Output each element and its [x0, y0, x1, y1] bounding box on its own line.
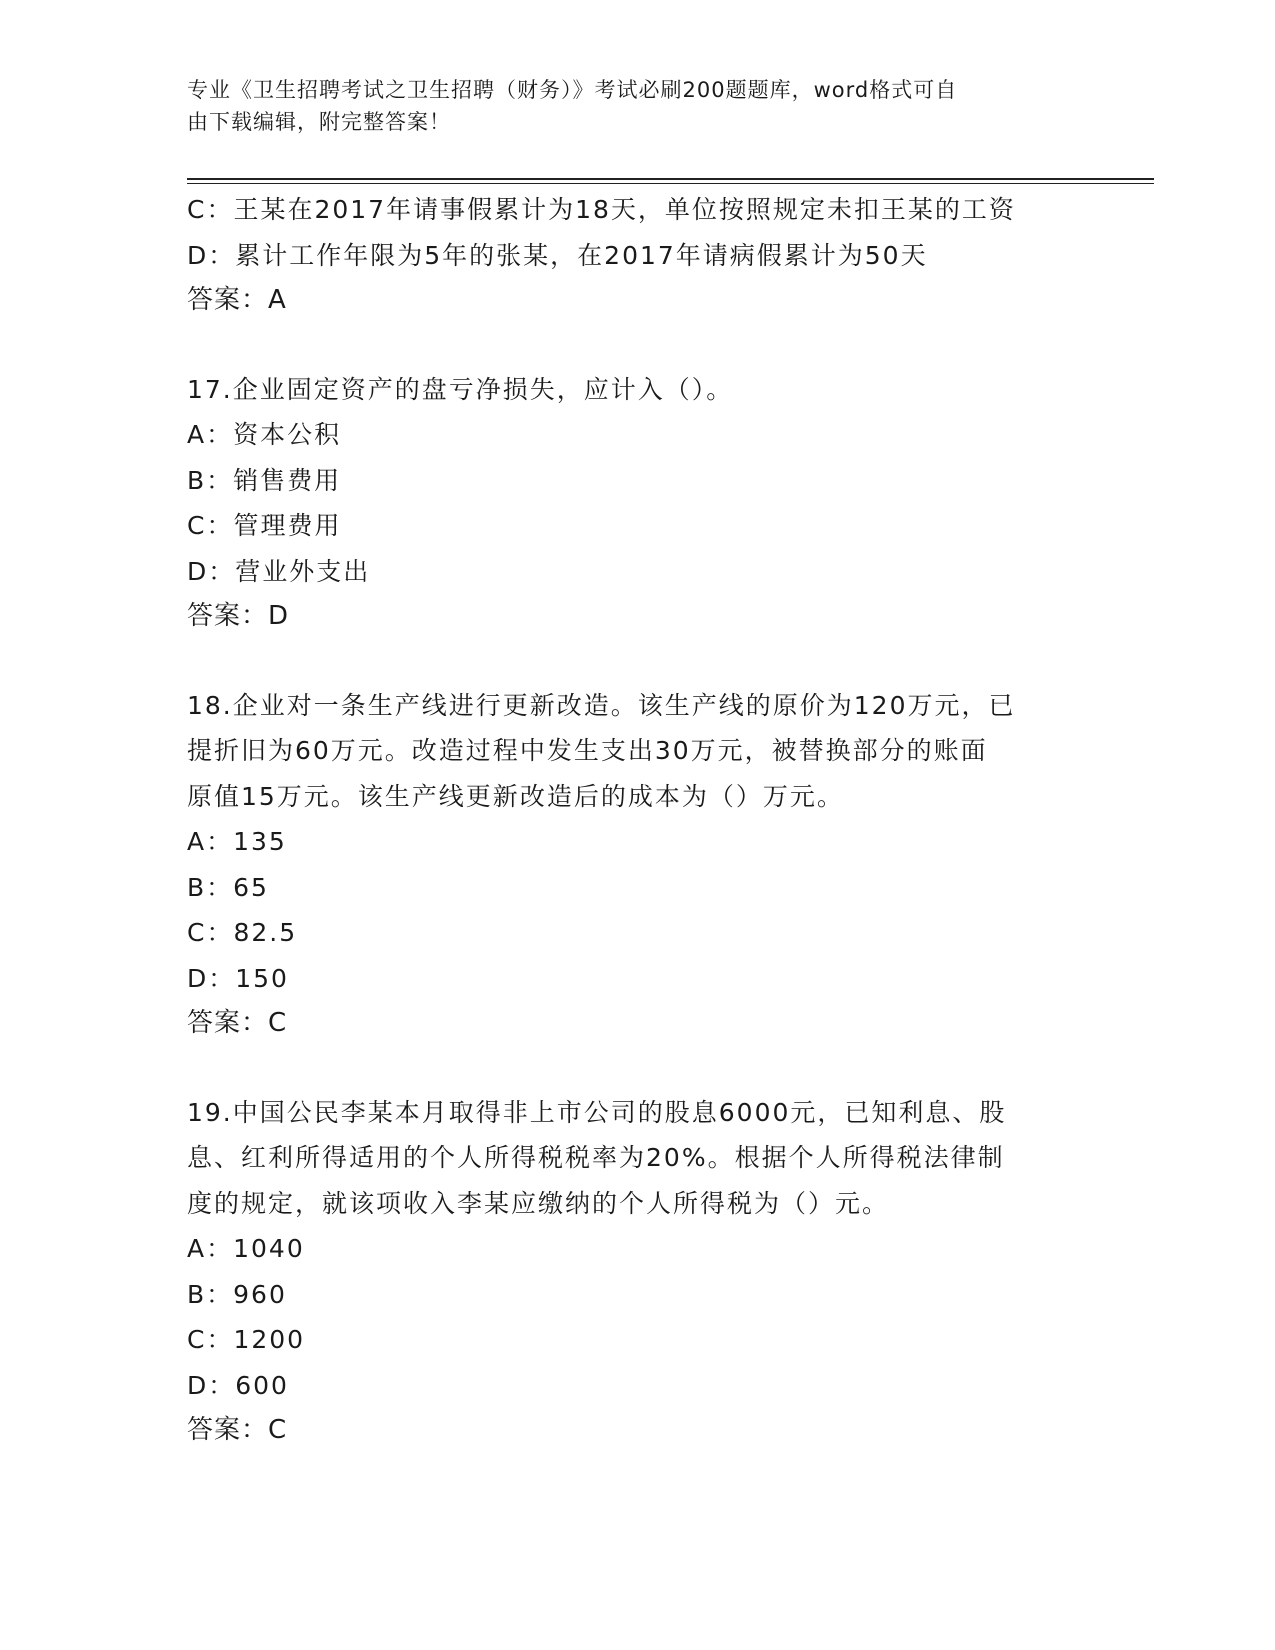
option-d: D：营业外支出: [187, 556, 371, 586]
question-stem-line-1: 19.中国公民李某本月取得非上市公司的股息6000元，已知利息、股: [187, 1097, 1007, 1127]
option-d: D：累计工作年限为5年的张某，在2017年请病假累计为50天: [187, 240, 928, 270]
option-b: B：销售费用: [187, 465, 342, 495]
option-d: D：150: [187, 963, 289, 993]
option-b: B：65: [187, 872, 269, 902]
header-title-line-2: 由下载编辑，附完整答案！: [187, 110, 451, 134]
option-a: A：1040: [187, 1234, 305, 1263]
question-19: [187, 1090, 1087, 1454]
question-16-continued: [187, 187, 1087, 324]
answer-line: 答案：A: [187, 285, 287, 315]
option-c: C：管理费用: [187, 511, 342, 540]
answer-line: 答案：C: [187, 1415, 288, 1445]
question-stem-line-1: 18.企业对一条生产线进行更新改造。该生产线的原价为120万元，已: [187, 690, 1016, 720]
option-c: C：王某在2017年请事假累计为18天，单位按照规定未扣王某的工资: [187, 195, 1016, 224]
question-stem-line-2: 提折旧为60万元。改造过程中发生支出30万元，被替换部分的账面: [187, 736, 988, 765]
option-a: A：资本公积: [187, 420, 342, 449]
header-divider-thick: [187, 178, 1154, 180]
question-stem: 17.企业固定资产的盘亏净损失，应计入（）。: [187, 374, 734, 404]
question-list: [187, 187, 1087, 1454]
option-b: B：960: [187, 1279, 287, 1309]
spacer: [187, 324, 1087, 367]
question-stem-line-3: 度的规定，就该项收入李某应缴纳的个人所得税为（）元。: [187, 1188, 890, 1218]
answer-line: 答案：C: [187, 1008, 288, 1038]
option-c: C：1200: [187, 1325, 306, 1354]
option-c: C：82.5: [187, 918, 298, 947]
option-d: D：600: [187, 1370, 289, 1400]
header-title-line-1: 专业《卫生招聘考试之卫生招聘（财务）》考试必刷200题题库，word格式可自: [187, 78, 958, 102]
spacer: [187, 1047, 1087, 1090]
document-header: [187, 74, 1067, 138]
question-stem-line-2: 息、红利所得适用的个人所得税税率为20%。根据个人所得税法律制: [187, 1143, 1005, 1172]
option-a: A：135: [187, 827, 287, 856]
question-stem-line-3: 原值15万元。该生产线更新改造后的成本为（）万元。: [187, 781, 844, 811]
spacer: [187, 640, 1087, 683]
question-17: [187, 367, 1087, 640]
answer-line: 答案：D: [187, 601, 290, 631]
header-divider-thin: [187, 183, 1154, 184]
question-18: [187, 683, 1087, 1047]
